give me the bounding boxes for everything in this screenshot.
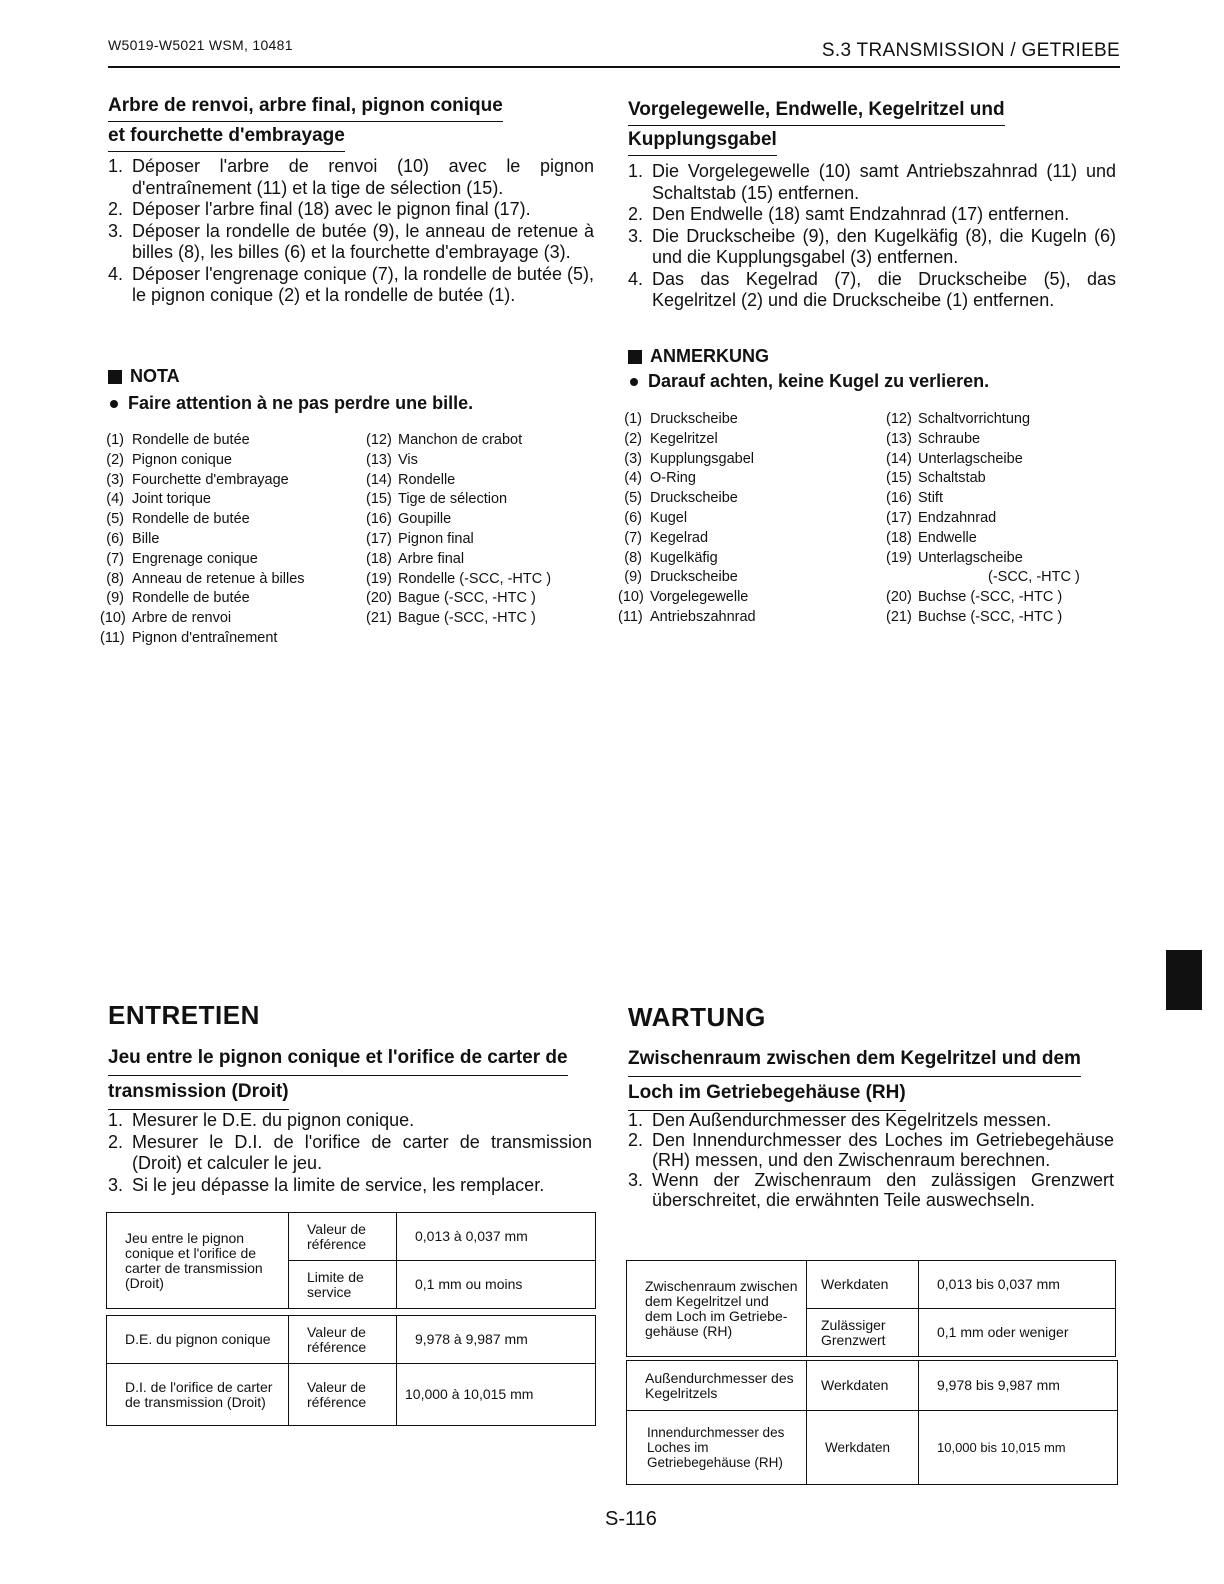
part-item — [366, 431, 551, 451]
part-item — [100, 629, 366, 649]
fr-t1-label2: Limite de service — [289, 1261, 397, 1309]
part-number: (8) — [624, 549, 642, 566]
part-item — [886, 509, 1080, 529]
part-item — [618, 509, 886, 529]
de-t2-item-b: Innendurchmesser des Loches im Getriebegehäuse (RH) — [627, 1411, 807, 1485]
part-name: Druckscheibe — [650, 569, 738, 586]
part-name: Kegelrad — [650, 529, 709, 546]
de-section-title — [628, 96, 1118, 156]
step-item — [108, 1110, 592, 1132]
fr-t2-item-a: D.E. du pignon conique — [107, 1316, 289, 1364]
part-name: Pignon final — [398, 530, 474, 547]
de-t2-item-a: Außendurchmesser des Kegelritzels — [627, 1361, 807, 1411]
part-name: Schaltvorrichtung — [918, 411, 1031, 427]
de-note — [628, 346, 1118, 392]
de-title-line1: Vorgelegewelle, Endwelle, Kegelritzel und — [628, 96, 1005, 126]
step-text: Das das Kegelrad (7), die Druckscheibe (5), das Kegelritzel (2) und die Druckscheibe (1) entfernen. — [652, 268, 1116, 310]
fr-parts-col-a — [100, 431, 366, 649]
part-name: Bague (-SCC, -HTC ) — [398, 610, 536, 627]
step-text: Mesurer le D.E. du pignon conique. — [132, 1110, 415, 1130]
part-number: (11) — [100, 629, 125, 646]
part-item — [366, 490, 551, 510]
de-note-text: Darauf achten, keine Kugel zu verlieren. — [648, 371, 990, 391]
part-item — [366, 589, 551, 609]
part-number: (18) — [366, 550, 392, 567]
part-item — [618, 529, 886, 549]
part-name: Tige de sélection — [398, 491, 508, 508]
fr-maint-title: ENTRETIEN — [108, 1000, 260, 1030]
part-number: (1) — [624, 411, 642, 427]
step-text: Die Vorgelegewelle (10) samt Antriebszahnrad (11) und Schaltstab (15) entfernen. — [652, 161, 1116, 203]
part-item — [100, 510, 366, 530]
part-name: Druckscheibe — [650, 411, 738, 427]
header-section-title: S.3 TRANSMISSION / GETRIEBE — [821, 40, 1120, 61]
part-item — [618, 450, 886, 470]
step-text: Den Innendurchmesser des Loches im Getriebegehäuse (RH) messen, und den Zwischenraum berechnen. — [652, 1130, 1114, 1170]
part-item — [886, 549, 1080, 569]
step-item — [628, 269, 1116, 312]
part-number: (10) — [100, 610, 126, 627]
note-square-icon — [628, 350, 642, 364]
part-name: Anneau de retenue à billes — [132, 570, 305, 587]
de-title-line2: Kupplungsgabel — [628, 126, 777, 156]
de-parts-list — [618, 410, 1118, 628]
part-item — [618, 568, 886, 588]
step-number: 1. — [628, 1110, 644, 1130]
part-number: (4) — [106, 491, 124, 508]
part-number: (16) — [886, 490, 912, 507]
part-name: Pignon d'entraînement — [132, 629, 278, 646]
fr-parts-list — [100, 431, 600, 649]
part-number: (12) — [886, 411, 912, 427]
part-number: (17) — [886, 509, 912, 526]
part-name: Kugelkäfig — [650, 549, 718, 566]
header-rule — [108, 66, 1120, 68]
part-number: (21) — [366, 610, 392, 627]
part-number: (5) — [624, 490, 642, 507]
part-item — [100, 589, 366, 609]
part-item — [366, 550, 551, 570]
part-item — [618, 608, 886, 628]
fr-note-text: Faire attention à ne pas perdre une bille. — [128, 393, 474, 413]
step-item — [628, 1170, 1114, 1210]
chapter-thumb-tab — [1166, 950, 1202, 1010]
fr-t2-item-b: D.I. de l'orifice de carter de transmission (Droit) — [107, 1364, 289, 1426]
part-name: Druckscheibe — [650, 490, 738, 507]
part-name: Vorgelegewelle — [650, 589, 749, 606]
part-name: Vis — [398, 451, 418, 468]
step-number: 3. — [108, 1174, 124, 1195]
part-name: Schraube — [918, 430, 981, 447]
step-item — [108, 156, 594, 199]
de-step-list — [628, 161, 1116, 312]
step-number: 2. — [108, 1131, 124, 1152]
de-maint-sub-line2: Loch im Getriebegehäuse (RH) — [628, 1077, 906, 1111]
part-item — [618, 588, 886, 608]
step-item — [108, 221, 594, 264]
step-number: 3. — [628, 1170, 644, 1190]
de-maint-steps — [628, 1110, 1114, 1210]
step-item — [628, 204, 1116, 226]
part-item — [618, 410, 886, 430]
de-parts-col-b — [886, 410, 1080, 628]
de-spec-table-1 — [626, 1260, 1116, 1357]
step-text: Déposer l'engrenage conique (7), la rondelle de butée (5), le pignon conique (2) et la rondelle de butée (1). — [132, 263, 594, 305]
step-number: 1. — [628, 161, 644, 181]
part-number: (3) — [624, 450, 642, 467]
fr-section-title — [108, 92, 596, 152]
part-number: (4) — [624, 470, 642, 487]
part-item — [100, 490, 366, 510]
fr-parts-col-b — [366, 431, 551, 649]
de-t2-label-a: Werkdaten — [807, 1361, 919, 1411]
part-item — [100, 471, 366, 491]
part-number: (13) — [886, 430, 912, 447]
part-item — [366, 510, 551, 530]
bullet-icon — [630, 378, 638, 386]
bullet-icon — [110, 400, 118, 408]
step-number: 2. — [108, 199, 124, 219]
step-number: 4. — [628, 268, 644, 289]
fr-maint-steps — [108, 1110, 592, 1196]
de-t2-value-a: 9,978 bis 9,987 mm — [919, 1361, 1118, 1411]
fr-spec-table-2 — [106, 1315, 596, 1426]
part-name: Bague (-SCC, -HTC ) — [398, 590, 536, 607]
step-item — [108, 264, 594, 307]
fr-maint-subtitle — [108, 1042, 596, 1110]
fr-t2-value-b: 10,000 à 10,015 mm — [397, 1364, 596, 1426]
part-number: (6) — [106, 530, 124, 547]
step-number: 1. — [108, 156, 124, 176]
part-item — [886, 430, 1080, 450]
part-number — [886, 568, 918, 588]
part-item — [886, 450, 1080, 470]
step-number: 4. — [108, 263, 124, 284]
part-name: Rondelle (-SCC, -HTC ) — [398, 570, 552, 587]
part-number: (9) — [106, 590, 124, 607]
step-number: 2. — [628, 204, 644, 224]
part-number: (12) — [366, 432, 392, 448]
part-number: (21) — [886, 608, 912, 625]
part-number: (8) — [106, 570, 124, 587]
part-name: Buchse (-SCC, -HTC ) — [918, 608, 1063, 625]
step-number: 2. — [628, 1130, 644, 1150]
fr-spec-table-1 — [106, 1212, 596, 1309]
part-name: Kupplungsgabel — [650, 450, 755, 467]
de-t1-value2: 0,1 mm oder weniger — [919, 1309, 1116, 1357]
part-number: (2) — [106, 451, 124, 468]
part-name: Buchse (-SCC, -HTC ) — [918, 589, 1063, 606]
part-item — [366, 570, 551, 590]
de-parts-col-a — [618, 410, 886, 628]
part-name: Rondelle de butée — [132, 511, 250, 528]
part-item — [886, 469, 1080, 489]
part-number: (13) — [366, 451, 392, 468]
part-item — [366, 471, 551, 491]
step-item — [108, 1175, 592, 1197]
header-doc-id: W5019-W5021 WSM, 10481 — [108, 37, 293, 53]
step-item — [628, 226, 1116, 269]
de-t1-label2: Zulässiger Grenzwert — [807, 1309, 919, 1357]
part-name: Stift — [918, 490, 943, 507]
part-name: Schaltstab — [918, 470, 986, 487]
step-text: Den Endwelle (18) samt Endzahnrad (17) entfernen. — [652, 204, 1070, 224]
de-maint-subtitle — [628, 1043, 1118, 1111]
step-text: Déposer l'arbre final (18) avec le pignon final (17). — [132, 199, 531, 219]
fr-title-line1: Arbre de renvoi, arbre final, pignon conique — [108, 92, 503, 122]
part-number: (16) — [366, 511, 392, 528]
fr-t1-item: Jeu entre le pignon conique et l'orifice de carter de transmission (Droit) — [107, 1213, 289, 1309]
part-number: (3) — [106, 471, 124, 488]
de-spec-table-2 — [626, 1360, 1118, 1485]
part-name: Antriebszahnrad — [650, 608, 756, 625]
part-name: Arbre de renvoi — [132, 610, 232, 627]
part-number: (17) — [366, 530, 392, 547]
fr-t2-label-a: Valeur de référence — [289, 1316, 397, 1364]
part-item — [618, 549, 886, 569]
part-item — [100, 530, 366, 550]
part-item — [886, 489, 1080, 509]
part-number: (18) — [886, 529, 912, 546]
part-item — [366, 451, 551, 471]
part-item — [618, 489, 886, 509]
part-number: (14) — [886, 450, 912, 467]
step-item — [628, 161, 1116, 204]
note-square-icon — [108, 370, 122, 384]
part-item — [886, 588, 1080, 608]
step-item — [108, 199, 594, 221]
part-name: Fourchette d'embrayage — [132, 471, 289, 488]
part-number: (20) — [366, 590, 392, 607]
part-name: Arbre final — [398, 550, 465, 567]
step-text: Mesurer le D.I. de l'orifice de carter de transmission (Droit) et calculer le jeu. — [132, 1131, 592, 1173]
part-number: (14) — [366, 471, 392, 488]
part-number: (19) — [886, 549, 912, 566]
part-item — [618, 430, 886, 450]
de-maint-sub-line1: Zwischenraum zwischen dem Kegelritzel und dem — [628, 1043, 1081, 1077]
part-name: Unterlagscheibe — [918, 549, 1023, 566]
part-number: (2) — [624, 430, 642, 447]
part-name: Engrenage conique — [132, 550, 258, 567]
fr-note-label: NOTA — [130, 366, 180, 386]
fr-maint-sub-line2: transmission (Droit) — [108, 1076, 289, 1110]
part-number: (5) — [106, 511, 124, 528]
part-number: (11) — [618, 608, 643, 625]
part-number: (7) — [624, 529, 642, 546]
part-name: Pignon conique — [132, 451, 232, 468]
part-item — [366, 530, 551, 550]
part-number: (7) — [106, 550, 124, 567]
part-name: Rondelle — [398, 471, 456, 488]
part-number: (6) — [624, 509, 642, 526]
step-text: Déposer l'arbre de renvoi (10) avec le pignon d'entraînement (11) et la tige de sélection (15). — [132, 156, 594, 198]
part-name: Endwelle — [918, 529, 977, 546]
fr-maint-sub-line1: Jeu entre le pignon conique et l'orifice de carter de — [108, 1042, 568, 1076]
part-name: (-SCC, -HTC ) — [988, 569, 1080, 586]
de-t2-label-b: Werkdaten — [807, 1411, 919, 1485]
part-name: Rondelle de butée — [132, 590, 250, 607]
part-number: (10) — [618, 589, 644, 606]
part-item — [886, 568, 1080, 588]
de-t2-value-b: 10,000 bis 10,015 mm — [919, 1411, 1118, 1485]
part-name: Kegelritzel — [650, 430, 718, 447]
de-note-label: ANMERKUNG — [650, 346, 769, 366]
page-number: S-116 — [605, 1508, 657, 1530]
fr-t2-value-a: 9,978 à 9,987 mm — [397, 1316, 596, 1364]
step-item — [108, 1132, 592, 1175]
part-item — [100, 550, 366, 570]
part-name: Rondelle de butée — [132, 432, 250, 448]
part-item — [886, 608, 1080, 628]
part-name: Unterlagscheibe — [918, 450, 1023, 467]
part-item — [886, 410, 1080, 430]
fr-t1-label1: Valeur de référence — [289, 1213, 397, 1261]
step-text: Si le jeu dépasse la limite de service, les remplacer. — [132, 1174, 545, 1195]
part-number: (19) — [366, 570, 392, 587]
part-name: Endzahnrad — [918, 509, 997, 526]
step-text: Die Druckscheibe (9), den Kugelkäfig (8), die Kugeln (6) und die Kupplungsgabel (3) entfernen. — [652, 225, 1116, 267]
fr-note — [108, 366, 596, 414]
part-item — [100, 570, 366, 590]
part-number: (15) — [886, 470, 912, 487]
part-name: Joint torique — [132, 491, 211, 508]
part-name: Kugel — [650, 509, 688, 526]
fr-t1-value1: 0,013 à 0,037 mm — [397, 1213, 596, 1261]
part-item — [366, 609, 551, 629]
part-item — [100, 451, 366, 471]
part-name: Goupille — [398, 511, 452, 528]
part-item — [100, 431, 366, 451]
fr-t1-value2: 0,1 mm ou moins — [397, 1261, 596, 1309]
part-item — [618, 469, 886, 489]
fr-title-line2: et fourchette d'embrayage — [108, 122, 345, 152]
step-number: 3. — [628, 225, 644, 246]
step-item — [628, 1110, 1114, 1130]
step-item — [628, 1130, 1114, 1170]
fr-t2-label-b: Valeur de référence — [289, 1364, 397, 1426]
de-maint-title: WARTUNG — [628, 1002, 766, 1032]
part-number: (9) — [624, 569, 642, 586]
part-name: Bille — [132, 530, 160, 547]
step-text: Wenn der Zwischenraum den zulässigen Grenzwert überschreitet, die erwähnten Teile auswechseln. — [652, 1170, 1114, 1210]
de-t1-label1: Werkdaten — [807, 1261, 919, 1309]
step-text: Den Außendurchmesser des Kegelritzels messen. — [652, 1110, 1052, 1130]
step-text: Déposer la rondelle de butée (9), le anneau de retenue à billes (8), les billes (6) et la fourchette d'embrayage (3). — [132, 220, 594, 262]
step-number: 1. — [108, 1110, 124, 1130]
step-number: 3. — [108, 220, 124, 241]
de-t1-item: Zwischenraum zwischen dem Kegelritzel und dem Loch im Getriebe-gehäuse (RH) — [627, 1261, 807, 1357]
fr-step-list — [108, 156, 594, 307]
part-number: (15) — [366, 491, 392, 508]
part-item — [886, 529, 1080, 549]
part-number: (1) — [106, 432, 124, 448]
part-number: (20) — [886, 589, 912, 606]
part-name: Manchon de crabot — [398, 432, 523, 448]
part-item — [100, 609, 366, 629]
part-name: O-Ring — [650, 470, 696, 487]
de-t1-value1: 0,013 bis 0,037 mm — [919, 1261, 1116, 1309]
